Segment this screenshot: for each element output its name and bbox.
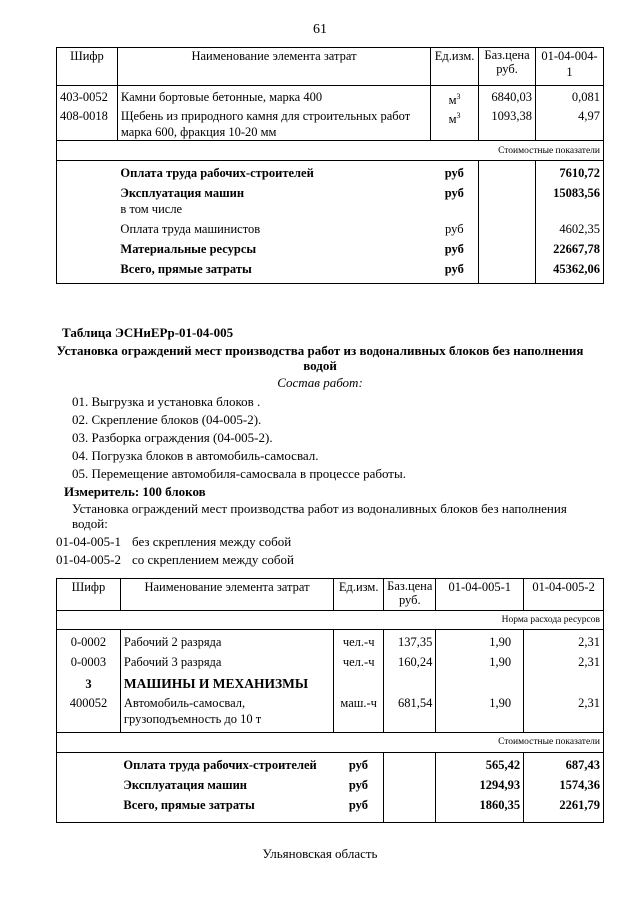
- cell-name: Камни бортовые бетонные, марка 400: [117, 86, 430, 109]
- cost-name: Оплата труда рабочих-строителей: [120, 166, 314, 181]
- cost-value: 45362,06: [536, 257, 604, 283]
- work-item: 01. Выгрузка и установка блоков .: [72, 394, 261, 409]
- cost-value: 22667,78: [536, 237, 604, 257]
- table-row: [57, 692, 604, 732]
- cost-value: 4602,35: [536, 217, 604, 237]
- header-code: Шифр: [57, 48, 118, 86]
- page-number: 61: [313, 22, 327, 37]
- section-row: [57, 732, 604, 752]
- cell-value: 1,90: [436, 630, 524, 651]
- group-name: МАШИНЫ И МЕХАНИЗМЫ: [120, 670, 333, 692]
- table-header-row: [57, 579, 604, 611]
- header-unit: Ед.изм.: [334, 579, 384, 611]
- cost-unit: руб: [431, 217, 479, 237]
- cell-code: 408-0018: [57, 108, 118, 141]
- section-row: [57, 141, 604, 161]
- cost-name: Эксплуатация машин: [123, 777, 247, 792]
- cell-value: 2,31: [524, 650, 604, 670]
- cost-unit: руб: [431, 237, 479, 257]
- cell-code: 400052: [57, 692, 121, 732]
- section-title-line2: водой: [303, 358, 337, 373]
- cost-name: Эксплуатация машин: [120, 186, 245, 201]
- work-item: 04. Погрузка блоков в автомобиль-самосвал.: [72, 448, 319, 463]
- cell-value: 1,90: [436, 650, 524, 670]
- cost-row: [57, 161, 604, 182]
- cost-value: 15083,56: [536, 181, 604, 201]
- cost-value: 687,43: [524, 752, 604, 773]
- header-col2: 01-04-005-2: [524, 579, 604, 611]
- header-price: Баз.цена руб.: [479, 48, 536, 86]
- work-item: 02. Скрепление блоков (04-005-2).: [72, 412, 262, 427]
- cost-value: 565,42: [436, 752, 524, 773]
- variant-text: со скреплением между собой: [132, 552, 294, 567]
- work-item: 03. Разборка ограждения (04-005-2).: [72, 430, 273, 445]
- cost-name: Материальные ресурсы: [120, 242, 257, 257]
- header-col1: 01-04-004-1: [536, 48, 604, 86]
- section-row: [57, 611, 604, 630]
- footer-region: Ульяновская область: [262, 846, 378, 861]
- cost-name: Всего, прямые затраты: [120, 793, 333, 823]
- cost-name: в том числе: [120, 202, 183, 217]
- table-row: [57, 650, 604, 670]
- table-resources-2: [56, 578, 604, 823]
- description-line2: водой:: [72, 516, 108, 531]
- table-row: [57, 630, 604, 651]
- works-label: Состав работ:: [277, 375, 363, 390]
- cost-row: [57, 793, 604, 823]
- variant-code: 01-04-005-2: [56, 552, 121, 567]
- description-line1: Установка ограждений мест производства работ из водоналивных блоков без наполнения: [72, 501, 567, 516]
- cell-code: 403-0052: [57, 86, 118, 109]
- cost-unit: руб: [334, 752, 384, 773]
- group-row: [57, 670, 604, 692]
- cell-code: 0-0003: [57, 650, 121, 670]
- cell-price: 1093,38: [479, 108, 536, 141]
- table-header-row: [57, 48, 604, 86]
- cell-price: 681,54: [384, 692, 436, 732]
- table-label: Таблица ЭСНиЕРр-01-04-005: [62, 325, 234, 340]
- cost-unit: руб: [431, 257, 479, 283]
- cell-code: 0-0002: [57, 630, 121, 651]
- group-code: 3: [57, 670, 121, 692]
- norm-label: Норма расхода ресурсов: [57, 611, 604, 630]
- cell-unit: чел.-ч: [334, 650, 384, 670]
- header-code: Шифр: [57, 579, 121, 611]
- header-col1: 01-04-005-1: [436, 579, 524, 611]
- variant-text: без скрепления между собой: [132, 534, 292, 549]
- cell-unit: маш.-ч: [334, 692, 384, 732]
- cost-unit: руб: [431, 161, 479, 182]
- cost-row: [57, 773, 604, 793]
- cost-name: Оплата труда рабочих-строителей: [123, 757, 317, 772]
- cost-value: 2261,79: [524, 793, 604, 823]
- cell-value: 1,90: [436, 692, 524, 732]
- cell-price: 137,35: [384, 630, 436, 651]
- header-name: Наименование элемента затрат: [120, 579, 333, 611]
- cell-value: 0,081: [536, 86, 604, 109]
- cell-value: 4,97: [536, 108, 604, 141]
- measure: Измеритель: 100 блоков: [64, 484, 206, 499]
- cost-row: [57, 181, 604, 201]
- cost-row: [57, 237, 604, 257]
- work-item: 05. Перемещение автомобиля-самосвала в процессе работы.: [72, 466, 406, 481]
- cost-name: Всего, прямые затраты: [117, 257, 430, 283]
- cost-row: [57, 217, 604, 237]
- cell-price: 6840,03: [479, 86, 536, 109]
- cell-name: Рабочий 2 разряда: [120, 630, 333, 651]
- cell-name: Автомобиль-самосвал, грузоподъемность до 10 т: [120, 692, 333, 732]
- cost-value: 1294,93: [436, 773, 524, 793]
- table-row: [57, 108, 604, 141]
- cell-unit: чел.-ч: [334, 630, 384, 651]
- cell-unit: $м^3$: [431, 108, 479, 141]
- cost-row: [57, 752, 604, 773]
- cell-value: 2,31: [524, 692, 604, 732]
- cost-name: Оплата труда машинистов: [120, 222, 261, 237]
- cost-row: [57, 201, 604, 217]
- table-resources-1: [56, 47, 604, 284]
- header-name: Наименование элемента затрат: [117, 48, 430, 86]
- cell-price: 160,24: [384, 650, 436, 670]
- cost-value: 1574,36: [524, 773, 604, 793]
- section-label: Стоимостные показатели: [57, 141, 604, 161]
- section-label: Стоимостные показатели: [57, 732, 604, 752]
- header-price: Баз.цена руб.: [384, 579, 436, 611]
- header-unit: Ед.изм.: [431, 48, 479, 86]
- cost-unit: руб: [334, 773, 384, 793]
- cost-unit: руб: [431, 181, 479, 201]
- cell-name: Щебень из природного камня для строительных работ марка 600, фракция 10-20 мм: [117, 108, 430, 141]
- cell-value: 2,31: [524, 630, 604, 651]
- cost-row: [57, 257, 604, 283]
- table-row: [57, 86, 604, 109]
- cell-name: Рабочий 3 разряда: [120, 650, 333, 670]
- variant-code: 01-04-005-1: [56, 534, 121, 549]
- section-title-line1: Установка ограждений мест производства работ из водоналивных блоков без наполнения: [56, 343, 584, 358]
- cost-value: 7610,72: [536, 161, 604, 182]
- cell-unit: $м^3$: [431, 86, 479, 109]
- cost-value: 1860,35: [436, 793, 524, 823]
- cost-unit: руб: [334, 793, 384, 823]
